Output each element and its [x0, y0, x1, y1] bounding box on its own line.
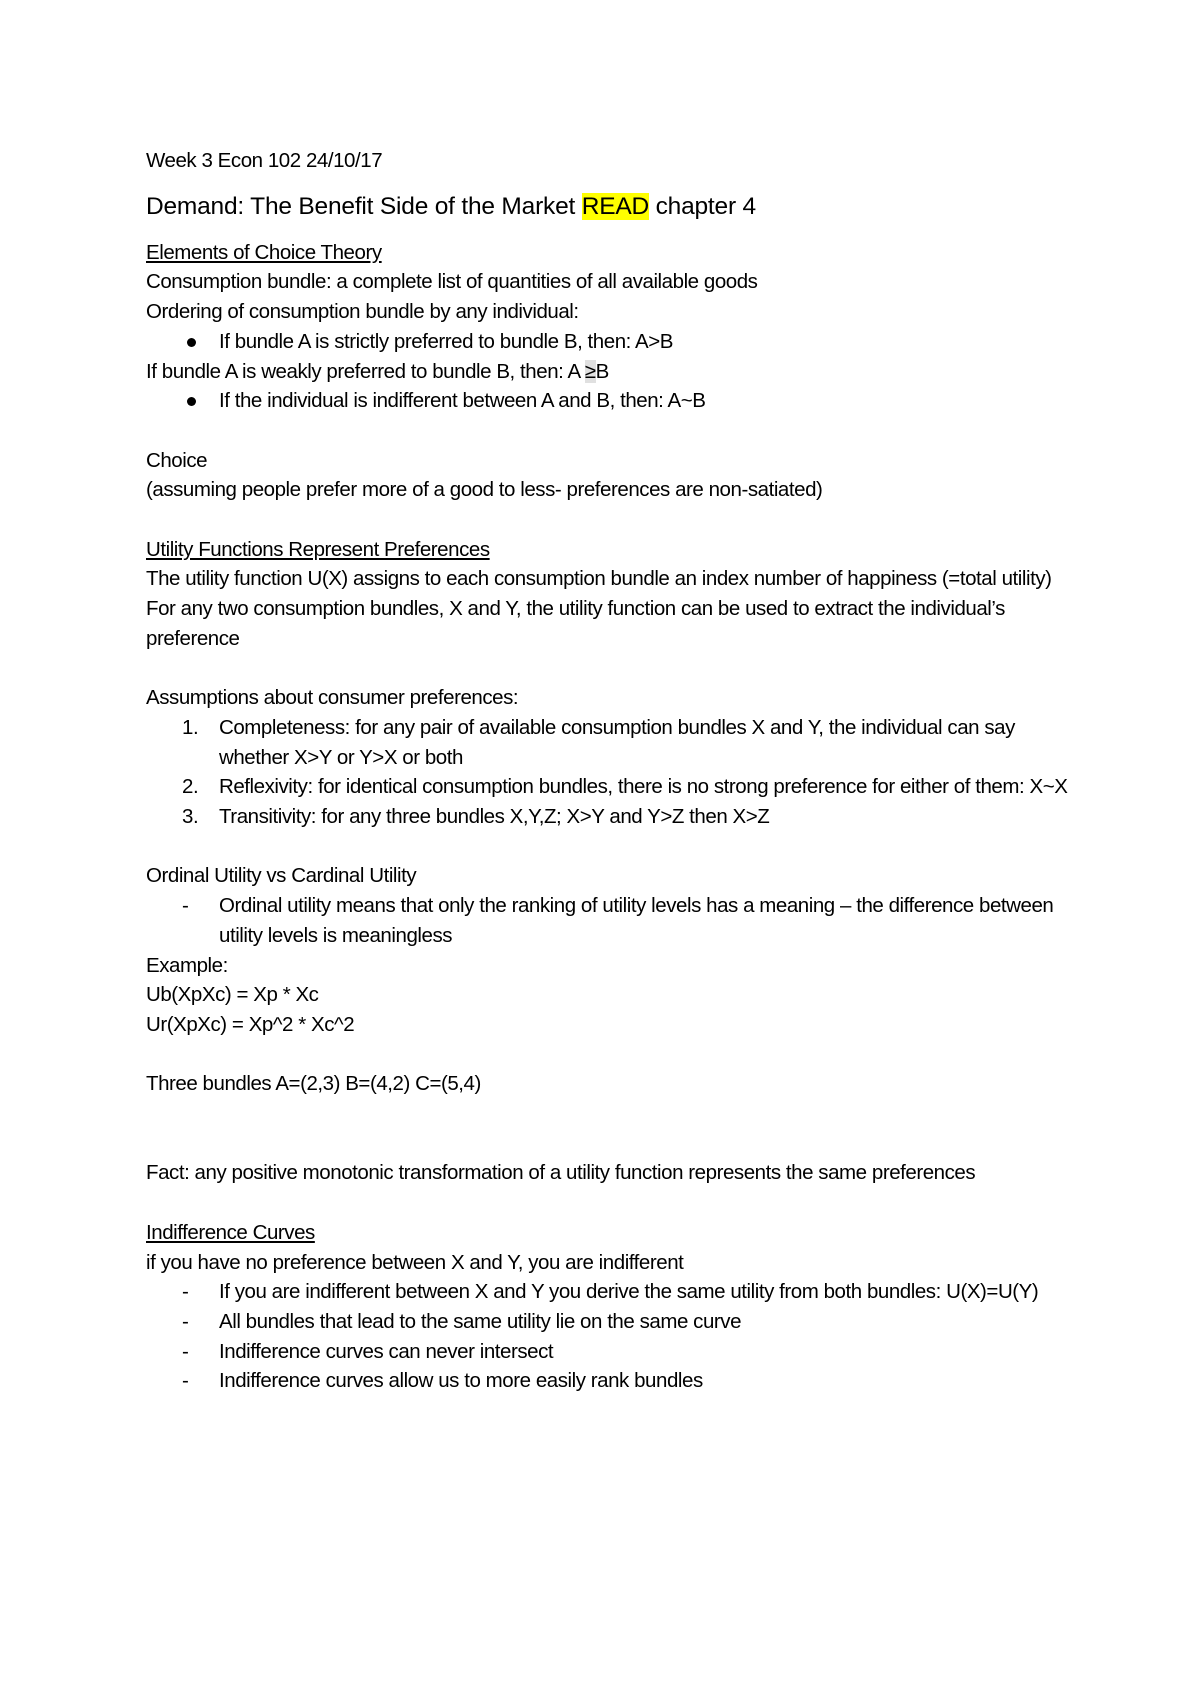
bullet-item [146, 386, 1086, 416]
section-heading-choice-theory: Elements of Choice Theory [146, 240, 382, 264]
dash-item [146, 1366, 1086, 1396]
document-page [146, 146, 1086, 1396]
paragraph: Example: [146, 953, 228, 977]
paragraph: Ordering of consumption bundle by any individual: [146, 300, 579, 324]
numbered-item [146, 772, 1086, 802]
dash-item [146, 891, 1086, 950]
item-text: All bundles that lead to the same utility lie on the same curve [219, 1309, 742, 1333]
paragraph [146, 357, 1086, 387]
bullet-text: If the individual is indifferent between A and B, then: A~B [219, 389, 706, 413]
bullet-text: If bundle A is strictly preferred to bundle B, then: A>B [219, 329, 673, 353]
equation: Ub(XpXc) = Xp * Xc [146, 983, 319, 1007]
weak-pref-text: If bundle A is weakly preferred to bundle B, then: A [146, 359, 585, 383]
paragraph: (assuming people prefer more of a good to less- preferences are non-satiated) [146, 478, 823, 502]
item-text: Indifference curves can never intersect [219, 1339, 554, 1363]
paragraph: Fact: any positive monotonic transformation of a utility function represents the same preferences [146, 1161, 976, 1185]
bullet-icon [187, 338, 196, 347]
item-text: Indifference curves allow us to more easily rank bundles [219, 1369, 703, 1393]
item-number: 2. [182, 775, 199, 799]
paragraph: Three bundles A=(2,3) B=(4,2) C=(5,4) [146, 1072, 481, 1096]
title-text: Demand: The Benefit Side of the Market [146, 192, 582, 220]
dash-item [146, 1277, 1086, 1307]
title-highlight: READ [581, 192, 649, 220]
section-heading-choice: Choice [146, 448, 208, 472]
dash-marker: - [182, 1339, 189, 1363]
section-heading-indifference: Indifference Curves [146, 1220, 315, 1244]
title-text-end: chapter 4 [649, 192, 756, 220]
dash-item [146, 1337, 1086, 1367]
bullet-icon [187, 397, 196, 406]
item-text: Completeness: for any pair of available consumption bundles X and Y, the individual can say whether X>Y or Y>X or both [219, 715, 1015, 769]
equation: Ur(XpXc) = Xp^2 * Xc^2 [146, 1012, 355, 1036]
section-heading-utility-functions: Utility Functions Represent Preferences [146, 537, 490, 561]
item-text: If you are indifferent between X and Y you derive the same utility from both bundles: U(X)=U(Y) [219, 1280, 1039, 1304]
numbered-item [146, 713, 1086, 772]
item-number: 1. [182, 715, 199, 739]
paragraph: Consumption bundle: a complete list of quantities of all available goods [146, 270, 758, 294]
item-text: Ordinal utility means that only the ranking of utility levels has a meaning – the difference between utility levels is meaningless [219, 894, 1054, 947]
dash-item [146, 1307, 1086, 1337]
header-line: Week 3 Econ 102 24/10/17 [146, 149, 383, 172]
paragraph: The utility function U(X) assigns to each consumption bundle an index number of happiness (=total utility) [146, 567, 1052, 591]
dash-marker: - [182, 1369, 189, 1393]
item-number: 3. [182, 805, 199, 829]
weak-pref-symbol: ≥ [584, 359, 596, 383]
dash-marker: - [182, 1309, 189, 1333]
item-text: Transitivity: for any three bundles X,Y,Z; X>Y and Y>Z then X>Z [219, 805, 770, 829]
page-title [146, 190, 1086, 224]
section-heading-ordinal: Ordinal Utility vs Cardinal Utility [146, 864, 417, 888]
weak-pref-text-end: B [595, 359, 609, 383]
item-text: Reflexivity: for identical consumption bundles, there is no strong preference for either of them: X~X [219, 775, 1068, 799]
dash-marker: - [182, 1280, 189, 1304]
dash-marker: - [182, 894, 189, 918]
section-heading-assumptions: Assumptions about consumer preferences: [146, 686, 519, 710]
paragraph: if you have no preference between X and Y, you are indifferent [146, 1250, 684, 1274]
numbered-item [146, 802, 1086, 832]
bullet-item [146, 327, 1086, 357]
paragraph: For any two consumption bundles, X and Y, the utility function can be used to extract the individual’s preference [146, 597, 1005, 650]
